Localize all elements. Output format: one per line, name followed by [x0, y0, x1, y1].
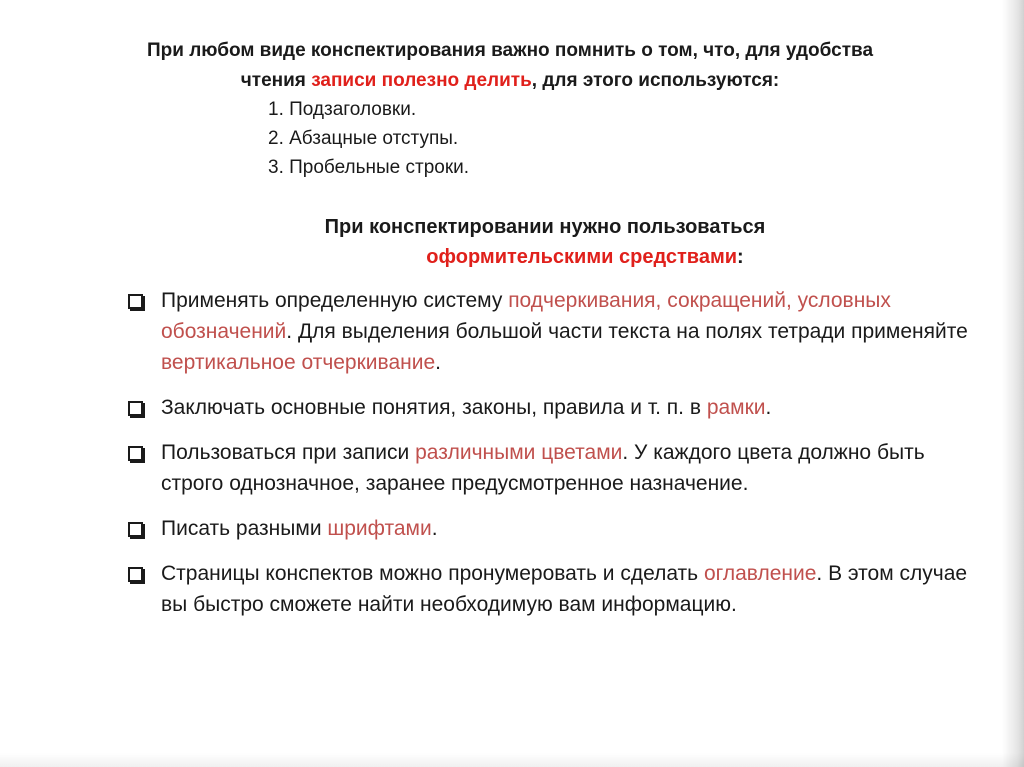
bullet-text [161, 513, 988, 544]
checkbox-bullet-icon [128, 401, 143, 416]
bullet-text-segment: . [765, 396, 772, 419]
list-item [128, 285, 988, 378]
numbered-item-2: 2. Абзацные отступы. [268, 128, 459, 149]
checkbox-bullet-icon [128, 294, 143, 309]
bullet-highlight: подчеркивания, сокращений, условных обозначений [161, 289, 891, 343]
bullet-text-segment: Пользоваться при записи [161, 441, 416, 464]
section-heading-highlight: оформительскими средствами [426, 246, 738, 268]
bullet-highlight: оглавление [703, 562, 817, 585]
intro-line1: При любом виде конспектирования важно помнить о том, что, для удобства [146, 40, 874, 61]
bullet-text-segment: . В этом случае вы быстро сможете найти необходимую вам информацию. [161, 562, 968, 616]
bullet-text [161, 437, 988, 499]
bullet-highlight: различными цветами [415, 441, 623, 464]
list-item [128, 392, 988, 423]
list-item [128, 513, 988, 544]
checkbox-bullet-icon [128, 567, 143, 582]
numbered-item-3: 3. Пробельные строки. [268, 157, 470, 178]
list-item [128, 558, 988, 620]
bullet-highlight: вертикальное отчеркивание [161, 351, 436, 374]
numbered-list [268, 95, 469, 182]
section-heading-line1: При конспектировании нужно пользоваться [324, 216, 766, 238]
intro-highlight: записи полезно делить [311, 70, 532, 91]
bullet-text-segment: Писать разными [161, 517, 328, 540]
bullet-highlight: рамки [706, 396, 766, 419]
page-edge-shadow [1002, 0, 1024, 767]
checkbox-bullet-icon [128, 446, 143, 461]
bullet-text-segment: Заключать основные понятия, законы, правила и т. п. в [161, 396, 707, 419]
bullet-text-segment: Применять определенную систему [161, 289, 509, 312]
intro-paragraph [60, 36, 960, 96]
bullet-list [128, 285, 988, 634]
bullet-text-segment: . [431, 517, 438, 540]
bullet-highlight: шрифтами [327, 517, 432, 540]
bullet-text-segment: Страницы конспектов можно пронумеровать и сделать [161, 562, 704, 585]
checkbox-bullet-icon [128, 522, 143, 537]
intro-line2-suffix: , для этого используются: [531, 70, 780, 91]
bullet-text-segment: . Для выделения большой части текста на полях тетради применяйте [286, 320, 968, 343]
numbered-item-1: 1. Подзаголовки. [268, 99, 417, 120]
section-heading-suffix: : [737, 246, 744, 268]
bullet-text [161, 558, 988, 620]
intro-line2-prefix: чтения [240, 70, 312, 91]
section-heading [200, 212, 890, 272]
page-bottom-shadow [0, 753, 1024, 767]
bullet-text-segment: . У каждого цвета должно быть строго однозначное, заранее предусмотренное назначение. [161, 441, 925, 495]
section-heading-line2 [200, 242, 890, 272]
bullet-text-segment: . [435, 351, 441, 374]
list-item [128, 437, 988, 499]
bullet-text [161, 392, 988, 423]
bullet-text [161, 285, 988, 378]
